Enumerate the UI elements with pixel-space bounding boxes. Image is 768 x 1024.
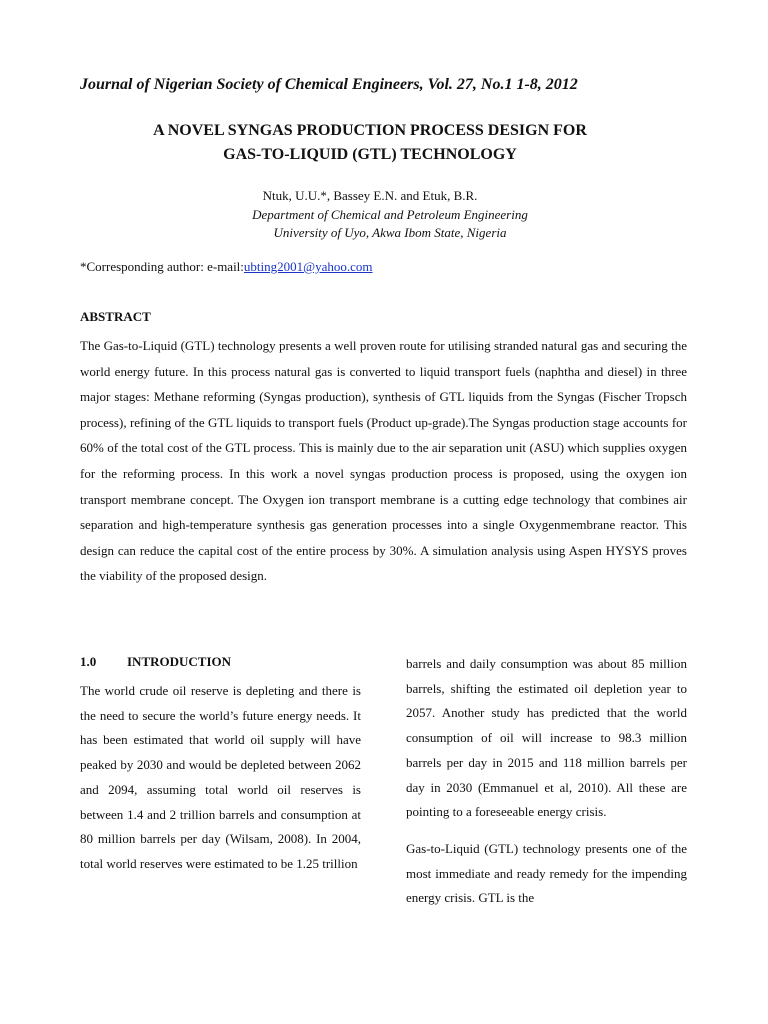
abstract-heading: ABSTRACT — [80, 309, 151, 324]
introduction-heading — [80, 652, 361, 672]
section-number: 1.0 — [80, 654, 97, 669]
intro-paragraph-2: barrels and daily consumption was about 85 million barrels, shifting the estimated oil depletion year to 2057. Another study has predicted that the world consumption of oil will increase to 98.3 million barrels per day in 2015 and 118 million barrels per day in 2030 (Emmanuel et al, 2010). All these are pointing to a foreseeable energy crisis. — [406, 656, 687, 820]
corresponding-author — [80, 258, 700, 276]
section-title: INTRODUCTION — [127, 654, 232, 669]
corresponding-label: *Corresponding author: e-mail: — [80, 259, 244, 274]
author-department: Department of Chemical and Petroleum Engineering — [252, 206, 528, 222]
intro-paragraph-1: The world crude oil reserve is depleting and there is the need to secure the world’s future energy needs. It has been estimated that world oil supply will have peaked by 2030 and would be depleted between 2062 and 2094, assuming total world oil reserves is between 1.4 and 2 trillion barrels and consumption at 80 million barrels per day (Wilsam, 2008). In 2004, total world reserves were estimated to be 1.25 trillion — [80, 683, 361, 871]
title-line-1: A NOVEL SYNGAS PRODUCTION PROCESS DESIGN FOR — [153, 122, 587, 139]
author-names: Ntuk, U.U.*, Bassey E.N. and Etuk, B.R. — [262, 188, 478, 203]
left-column — [80, 652, 361, 877]
author-university: University of Uyo, Akwa Ibom State, Nigeria — [273, 225, 507, 240]
paper-title — [80, 119, 660, 167]
abstract-text: The Gas-to-Liquid (GTL) technology presents a well proven route for utilising stranded natural gas and securing the world energy future. In this process natural gas is converted to liquid transport fuels (naphtha and diesel) in three major stages: Methane reforming (Syngas production), synthesis of GTL liquids from the Syngas (Fischer Tropsch process), refining of the GTL liquids to transport fuels (Product up-grade).The Syngas production stage accounts for 60% of the total cost of the GTL process. This is mainly due to the air separation unit (ASU) which supplies oxygen for the reforming process. In this work a novel syngas production process is proposed, using the oxygen ion transport membrane concept. The Oxygen ion transport membrane is a cutting edge technology that combines air separation and high-temperature synthesis gas generation processes into a single Oxygenmembrane reactor. This design can reduce the capital cost of the entire process by 30%. A simulation analysis using Aspen HYSYS proves the viability of the proposed design. — [80, 338, 687, 584]
right-column — [406, 652, 687, 911]
title-line-2: GAS-TO-LIQUID (GTL) TECHNOLOGY — [223, 146, 517, 163]
intro-paragraph-3: Gas-to-Liquid (GTL) technology presents one of the most immediate and ready remedy for the impending energy crisis. GTL is the — [406, 840, 687, 906]
journal-citation: Journal of Nigerian Society of Chemical Engineers, Vol. 27, No.1 1-8, 2012 — [80, 76, 578, 93]
author-block — [80, 187, 700, 243]
email-link[interactable]: ubting2001@yahoo.com — [243, 259, 373, 274]
